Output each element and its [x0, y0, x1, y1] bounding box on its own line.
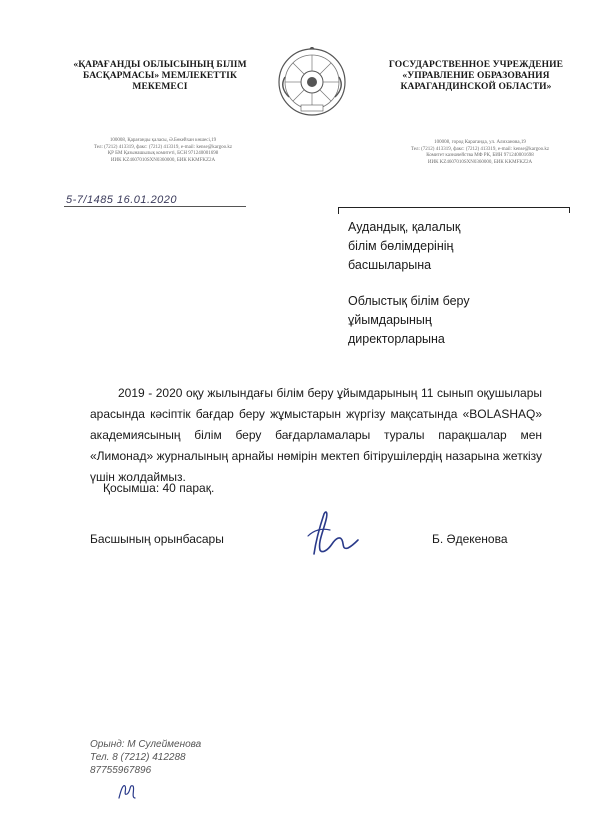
- left-requisites: 100008, Қарағанды қаласы, Ә.Бөкейхан көшесі,19 Тел: (7212) 413319, факс: (7212) 413319, e-mail: kense@kargoo.kz ҚР БМ Қазынашылық комитеті, БСН 971240001698 ИИК KZ4607010SXN0360000, БИК KKMFKZ2A: [93, 138, 233, 163]
- letter-body: [90, 383, 542, 488]
- addressee-bracket: [338, 207, 569, 214]
- signatory-role: Басшының орынбасары: [90, 532, 224, 546]
- executor-phone: Тел. 8 (7212) 412288: [90, 752, 186, 763]
- right-org-name: ГОСУДАРСТВЕННОЕ УЧРЕЖДЕНИЕ «УПРАВЛЕНИЕ ОБРАЗОВАНИЯ КАРАГАНДИНСКОЙ ОБЛАСТИ»: [388, 60, 564, 92]
- addressee-group-1: Аудандық, қалалық білім бөлімдерінің басшыларына: [348, 220, 461, 272]
- executor-initials-signature: [115, 780, 139, 802]
- executor-mobile: 87755967896: [90, 765, 152, 776]
- signatory-name: Б. Әдекенова: [432, 532, 508, 546]
- handwritten-signature: [300, 506, 360, 558]
- left-org-name: «ҚАРАҒАНДЫ ОБЛЫСЫНЫҢ БІЛІМ БАСҚАРМАСЫ» МЕМЛЕКЕТТІК МЕКЕМЕСІ: [73, 60, 247, 92]
- right-requisites: 100008, город Караганда, ул. Алиханова,19 Тел: (7212) 413319, факс: (7212) 413319, e-mail: kense@kargoo.kz Комитет казначейства МФ РК, БИН 971240001698 ИИК KZ4607010SXN0360000, БИК KKMFKZ2A: [410, 140, 550, 165]
- registration-underline: [64, 206, 246, 207]
- body-paragraph: 2019 - 2020 оқу жылындағы білім беру ұйымдарының 11 сынып оқушылары арасында кәсіптік бағдар беру жұмыстарын жүргізу мақсатында «BOLASHAQ» академиясының білім беру бағдарламалары туралы парақшалар мен «Лимонад» журналының арнайы нөмірін мектеп бітірушілердің назарына жеткізу үшін жолдаймыз.: [90, 386, 542, 484]
- registration-number: 5-7/1485 16.01.2020: [66, 194, 178, 206]
- attachment-note: Қосымша: 40 парақ.: [103, 481, 215, 495]
- executor-name: Орынд: М Сулейменова: [90, 739, 202, 750]
- state-emblem-icon: [277, 47, 347, 117]
- addressee-group-2: Облыстық білім беру ұйымдарының директорларына: [348, 294, 470, 346]
